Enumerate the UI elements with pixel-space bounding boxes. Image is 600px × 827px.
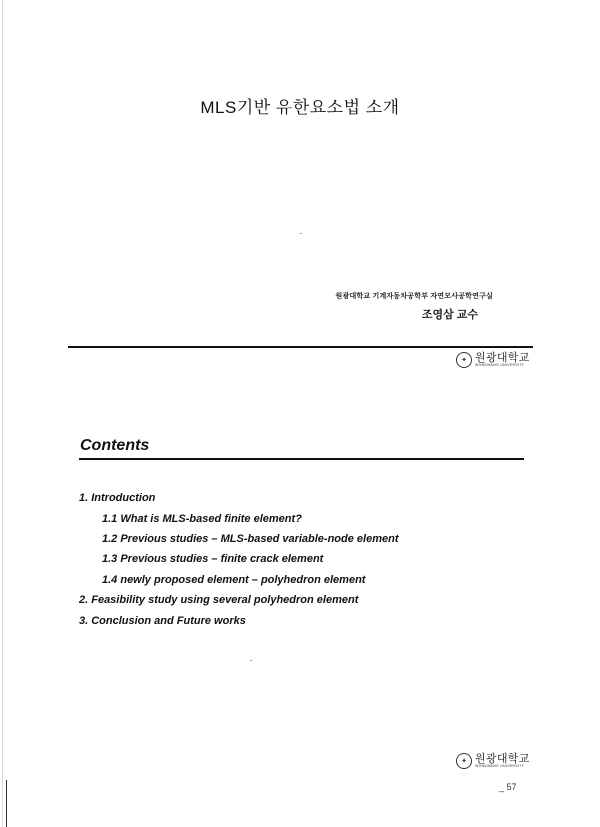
contents-divider bbox=[79, 458, 524, 460]
contents-heading: Contents bbox=[80, 437, 150, 454]
author-name: 조영삼 교수 bbox=[421, 309, 478, 321]
toc-item: 1.3 Previous studies – finite crack element bbox=[102, 553, 324, 565]
logo-subtitle: WONKWANG UNIVERSITY bbox=[475, 363, 525, 368]
scan-speck bbox=[300, 233, 302, 234]
toc-item: 1.4 newly proposed element – polyhedron element bbox=[102, 574, 366, 586]
toc-item: 1. Introduction bbox=[79, 492, 156, 504]
scan-edge-mark bbox=[6, 780, 7, 827]
logo-subtitle: WONKWANG UNIVERSITY bbox=[475, 764, 525, 769]
toc-item: 3. Conclusion and Future works bbox=[79, 615, 246, 627]
affiliation-text: 원광대학교 기계자동차공학부 자연모사공학연구실 bbox=[335, 293, 493, 300]
university-emblem-icon: ✦ bbox=[456, 753, 472, 769]
toc-item: 2. Feasibility study using several polyhedron element bbox=[79, 594, 359, 606]
slide-title: MLS기반 유한요소법 소개 bbox=[200, 98, 400, 117]
toc-item: 1.2 Previous studies – MLS-based variable-node element bbox=[102, 533, 399, 545]
logo-name: 원광대학교 bbox=[475, 752, 530, 766]
university-emblem-icon: ✦ bbox=[456, 352, 472, 368]
university-logo bbox=[456, 753, 530, 769]
logo-name: 원광대학교 bbox=[475, 351, 530, 365]
slide-divider bbox=[68, 346, 533, 348]
scan-speck bbox=[250, 660, 252, 661]
scan-edge-line bbox=[2, 0, 3, 827]
toc-item: 1.1 What is MLS-based finite element? bbox=[102, 513, 302, 525]
page-number: _ 57 bbox=[499, 782, 517, 792]
university-logo bbox=[456, 352, 530, 368]
